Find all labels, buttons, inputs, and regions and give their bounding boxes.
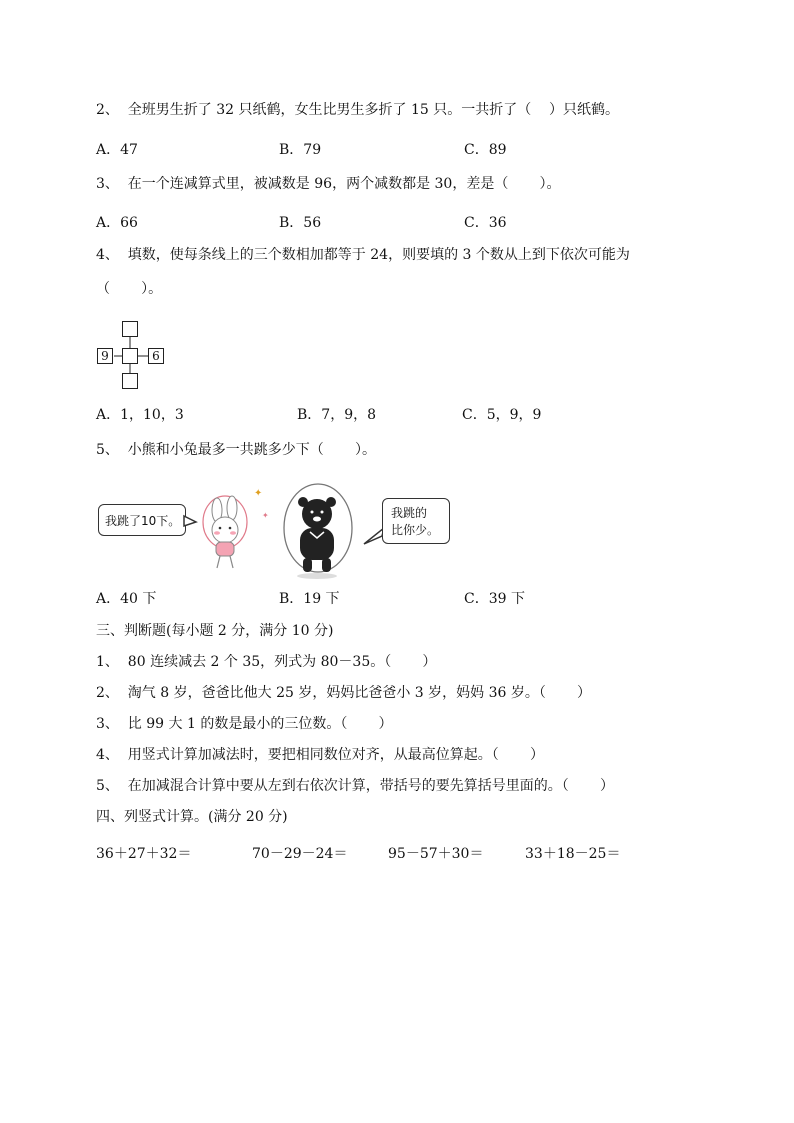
box-left: 9 <box>97 348 113 364</box>
bear-speech-line-2: 比你少。 <box>391 523 440 537</box>
q5-option-b: B．19 下 <box>279 591 340 607</box>
bear-speech-line-1: 我跳的 <box>391 506 428 520</box>
question-5-text: 5、 小熊和小兔最多一共跳多少下（ ）。 <box>96 442 376 458</box>
box-bottom <box>122 373 138 389</box>
judge-item-4: 4、 用竖式计算加减法时，要把相同数位对齐，从最高位算起。（ ） <box>96 747 544 763</box>
box-right: 6 <box>148 348 164 364</box>
box-top <box>122 321 138 337</box>
bear-icon <box>284 484 352 579</box>
question-4-text: 4、 填数，使每条线上的三个数相加都等于 24，则要填的 3 个数从上到下依次可能为 <box>96 247 630 263</box>
q3-option-c: C．36 <box>464 215 507 231</box>
q4-option-c: C．5，9，9 <box>462 407 542 423</box>
q5-option-a: A．40 下 <box>96 591 157 607</box>
judge-item-3: 3、 比 99 大 1 的数是最小的三位数。（ ） <box>96 716 393 732</box>
svg-text:✦: ✦ <box>262 511 269 520</box>
q5-option-c: C．39 下 <box>464 591 525 607</box>
rabbit-speech-text: 我跳了10下。 <box>105 514 181 528</box>
q2-option-c: C．89 <box>464 142 507 158</box>
q2-option-b: B．79 <box>279 142 322 158</box>
calc-expr-4: 33＋18－25＝ <box>525 846 621 862</box>
q3-option-a: A．66 <box>96 215 138 231</box>
box-center <box>122 348 138 364</box>
question-2-text: 2、 全班男生折了 32 只纸鹤，女生比男生多折了 15 只。一共折了（ ）只纸鹤。 <box>96 102 620 118</box>
judge-item-5: 5、 在加减混合计算中要从左到右依次计算，带括号的要先算括号里面的。（ ） <box>96 778 614 794</box>
q4-option-b: B．7，9，8 <box>297 407 377 423</box>
section-3-title: 三、判断题(每小题 2 分，满分 10 分) <box>96 623 334 639</box>
bear-speech-bubble <box>382 498 450 544</box>
calc-expr-2: 70－29－24＝ <box>252 846 348 862</box>
calc-expr-1: 36＋27＋32＝ <box>96 846 192 862</box>
judge-item-1: 1、 80 连续减去 2 个 35，列式为 80－35。（ ） <box>96 654 437 670</box>
q3-option-b: B．56 <box>279 215 322 231</box>
question-4-blank: （ ）。 <box>96 281 163 297</box>
rabbit-icon <box>203 488 269 568</box>
q4-option-a: A．1，10，3 <box>96 407 184 423</box>
judge-item-2: 2、 淘气 8 岁，爸爸比他大 25 岁，妈妈比爸爸小 3 岁，妈妈 36 岁。（ ） <box>96 685 592 701</box>
cross-diagram <box>96 320 172 392</box>
q5-illustration <box>96 478 456 584</box>
q2-option-a: A．47 <box>96 142 138 158</box>
svg-text:✦: ✦ <box>254 488 263 499</box>
section-4-title: 四、列竖式计算。(满分 20 分) <box>96 809 288 825</box>
question-3-text: 3、 在一个连减算式里，被减数是 96，两个减数都是 30，差是（ ）。 <box>96 176 561 192</box>
calc-expr-3: 95－57＋30＝ <box>388 846 484 862</box>
